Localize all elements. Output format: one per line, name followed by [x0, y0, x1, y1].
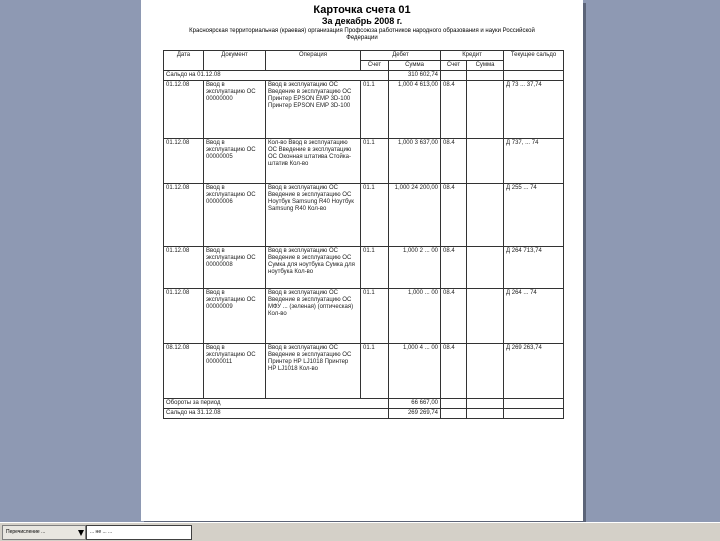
table-row — [164, 139, 564, 184]
turnover-value: 66 667,00 — [389, 399, 441, 409]
row-document: Ввод в эксплуатацию ОС 00000005 — [204, 139, 266, 184]
row-credit-account: 08.4 — [441, 139, 467, 184]
header-date: Дата — [164, 51, 204, 71]
row-credit-account: 08.4 — [441, 289, 467, 344]
row-date: 01.12.08 — [164, 139, 204, 184]
table-row — [164, 81, 564, 139]
account-card-table — [163, 50, 564, 419]
row-document: Ввод в эксплуатацию ОС 00000008 — [204, 247, 266, 289]
report-page — [141, 0, 583, 521]
organization-name: Красноярская территориальная (краевая) организация Профсоюза работников народного образования и науки Российской Федерации — [189, 28, 535, 41]
row-date: 01.12.08 — [164, 247, 204, 289]
row-document: Ввод в эксплуатацию ОС 00000000 — [204, 81, 266, 139]
row-date: 01.12.08 — [164, 184, 204, 247]
opening-label: Сальдо на 01.12.08 — [164, 71, 389, 81]
row-debit-account: 01.1 — [361, 289, 389, 344]
row-debit-sum: 1,000 4 ... 00 — [389, 344, 441, 399]
row-operation: Ввод в эксплуатацию ОС Введение в эксплуатацию ОС МФУ ... (зеленая) (оптическая) Кол-во — [266, 289, 361, 344]
row-date: 01.12.08 — [164, 289, 204, 344]
header-document: Документ — [204, 51, 266, 71]
row-credit-account: 08.4 — [441, 184, 467, 247]
row-debit-account: 01.1 — [361, 81, 389, 139]
row-debit-account: 01.1 — [361, 139, 389, 184]
row-operation: Ввод в эксплуатацию ОС Введение в эксплуатацию ОС Ноутбук Samsung R40 Ноутбук Samsung R40 Кол-во — [266, 184, 361, 247]
row-date: 01.12.08 — [164, 81, 204, 139]
table-row — [164, 247, 564, 289]
row-debit-sum: 1,000 3 637,00 — [389, 139, 441, 184]
row-balance: Д 264 ... 74 — [504, 289, 564, 344]
header-debit: Дебет — [361, 51, 441, 61]
header-balance: Текущее сальдо — [504, 51, 564, 71]
row-balance: Д 255 ... 74 — [504, 184, 564, 247]
row-debit-sum: 1,000 2 ... 00 — [389, 247, 441, 289]
row-credit-account: 08.4 — [441, 344, 467, 399]
row-document: Ввод в эксплуатацию ОС 00000011 — [204, 344, 266, 399]
row-debit-sum: 1,000 4 613,00 — [389, 81, 441, 139]
row-balance: Д 73 ... 37,74 — [504, 81, 564, 139]
row-credit-account: 08.4 — [441, 247, 467, 289]
report-title: Карточка счета 01 — [313, 4, 411, 16]
header-debit-sum: Сумма — [389, 61, 441, 71]
row-debit-sum: 1,000 ... 00 — [389, 289, 441, 344]
taskbar-item[interactable]: Перечисление ... — [2, 525, 86, 540]
table-row — [164, 289, 564, 344]
row-document: Ввод в эксплуатацию ОС 00000006 — [204, 184, 266, 247]
row-debit-account: 01.1 — [361, 344, 389, 399]
row-debit-account: 01.1 — [361, 184, 389, 247]
header-debit-account: Счет — [361, 61, 389, 71]
row-operation: Ввод в эксплуатацию ОС Введение в эксплуатацию ОС Принтер EPSON EMP 3D-100 Принтер EPSON EMP 3D-100 — [266, 81, 361, 139]
row-balance: Д 269 263,74 — [504, 344, 564, 399]
header-operation: Операция — [266, 51, 361, 71]
closing-value: 269 269,74 — [389, 409, 441, 419]
row-credit-account: 08.4 — [441, 81, 467, 139]
header-credit: Кредит — [441, 51, 504, 61]
row-operation: Кол-во Ввод в эксплуатацию ОС Введение в эксплуатацию ОС Оконная штатива Стойка-штатив Кол-во — [266, 139, 361, 184]
closing-balance-row — [164, 409, 564, 419]
header-credit-account: Счет — [441, 61, 467, 71]
closing-label: Сальдо на 31.12.08 — [164, 409, 389, 419]
row-debit-account: 01.1 — [361, 247, 389, 289]
turnover-label: Обороты за период — [164, 399, 389, 409]
taskbar — [0, 522, 720, 541]
taskbar-item-active[interactable]: ... не ... ... — [86, 525, 192, 540]
row-operation: Ввод в эксплуатацию ОС Введение в эксплуатацию ОС Принтер HP LJ1018 Принтер HP LJ1018 Кол-во — [266, 344, 361, 399]
row-document: Ввод в эксплуатацию ОС 00000009 — [204, 289, 266, 344]
table-row — [164, 344, 564, 399]
row-debit-sum: 1,000 24 200,00 — [389, 184, 441, 247]
turnover-row — [164, 399, 564, 409]
row-balance: Д 737, ... 74 — [504, 139, 564, 184]
table-row — [164, 184, 564, 247]
row-operation: Ввод в эксплуатацию ОС Введение в эксплуатацию ОС Сумка для ноутбука Сумка для ноутбука Кол-во — [266, 247, 361, 289]
report-period: За декабрь 2008 г. — [321, 16, 403, 26]
row-date: 08.12.08 — [164, 344, 204, 399]
opening-balance-row — [164, 71, 564, 81]
opening-value: 310 602,74 — [389, 71, 441, 81]
mouse-cursor-icon — [78, 530, 84, 536]
row-balance: Д 264 713,74 — [504, 247, 564, 289]
header-credit-sum: Сумма — [467, 61, 504, 71]
